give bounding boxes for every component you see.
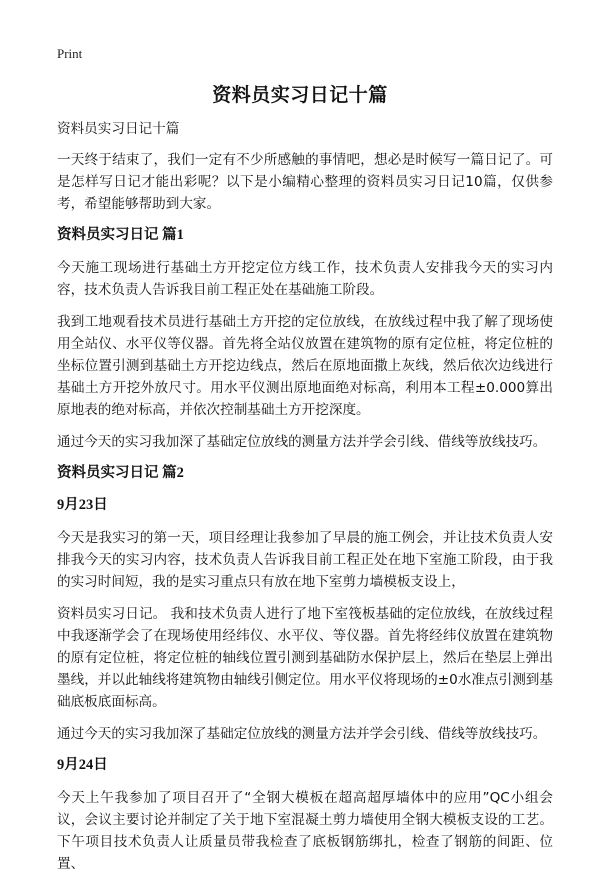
paragraph: 今天施工现场进行基础土方开挖定位方线工作，技术负责人安排我今天的实习内容，技术负责人告诉我目前工程正处在基础施工阶段。 <box>57 260 553 298</box>
paragraph: 资料员实习日记。 我和技术负责人进行了地下室筏板基础的定位放线，在放线过程中我逐渐学会了在现场使用经纬仪、水平仪、等仪器。首先将经纬仪放置在建筑物的原有定位桩，将定位桩的轴线位置引测到基础防水保护层上，然后在垫层上弹出墨线，并以此轴线将建筑物由轴线引侧定位。用水平仪将现场的±0水准点引测到基础底板底面标高。 <box>57 606 553 710</box>
paragraph: 今天是我实习的第一天，项目经理让我参加了早晨的施工例会，并让技术负责人安排我今天的实习内容，技术负责人告诉我目前工程正处在地下室施工阶段，由于我的实习时间短，我的是实习重点只有放在地下室剪力墙模板支设上， <box>57 530 553 590</box>
date-heading: 9月23日 <box>57 497 108 513</box>
section-heading-1: 资料员实习日记 篇1 <box>57 227 184 243</box>
article-subtitle: 资料员实习日记十篇 <box>57 121 180 137</box>
paragraph: 通过今天的实习我加深了基础定位放线的测量方法并学会引线、借线等放线技巧。 <box>57 434 547 450</box>
page-title: 资料员实习日记十篇 <box>212 84 388 106</box>
date-heading: 9月24日 <box>57 757 108 773</box>
section-heading-2: 资料员实习日记 篇2 <box>57 465 184 481</box>
print-link[interactable]: Print <box>57 46 83 61</box>
intro-paragraph: 一天终于结束了，我们一定有不少所感触的事情吧，想必是时候写一篇日记了。可是怎样写日记才能出彩呢？以下是小编精心整理的资料员实习日记10篇，仅供参考，希望能够帮助到大家。 <box>57 152 553 212</box>
paragraph: 通过今天的实习我加深了基础定位放线的测量方法并学会引线、借线等放线技巧。 <box>57 726 547 742</box>
paragraph: 我到工地观看技术员进行基础土方开挖的定位放线，在放线过程中我了解了现场使用全站仪、水平仪等仪器。首先将全站仪放置在建筑物的原有定位桩，将定位桩的坐标位置引测到基础土方开挖边线点，然后在原地面撒上灰线，然后依次边线进行基础土方开挖外放尺寸。用水平仪测出原地面绝对标高，利用本工程±0.000算出原地表的绝对标高，并依次控制基础土方开挖深度。 <box>57 314 553 418</box>
article-body <box>57 118 553 885</box>
paragraph: 今天上午我参加了项目召开了“全钢大模板在超高超厚墙体中的应用”QC小组会议，会议主要讨论并制定了关于地下室混凝土剪力墙使用全钢大模板支设的工艺。下午项目技术负责人让质量员带我检查了底板钢筋绑扎，检查了钢筋的间距、位置、 <box>57 790 553 872</box>
